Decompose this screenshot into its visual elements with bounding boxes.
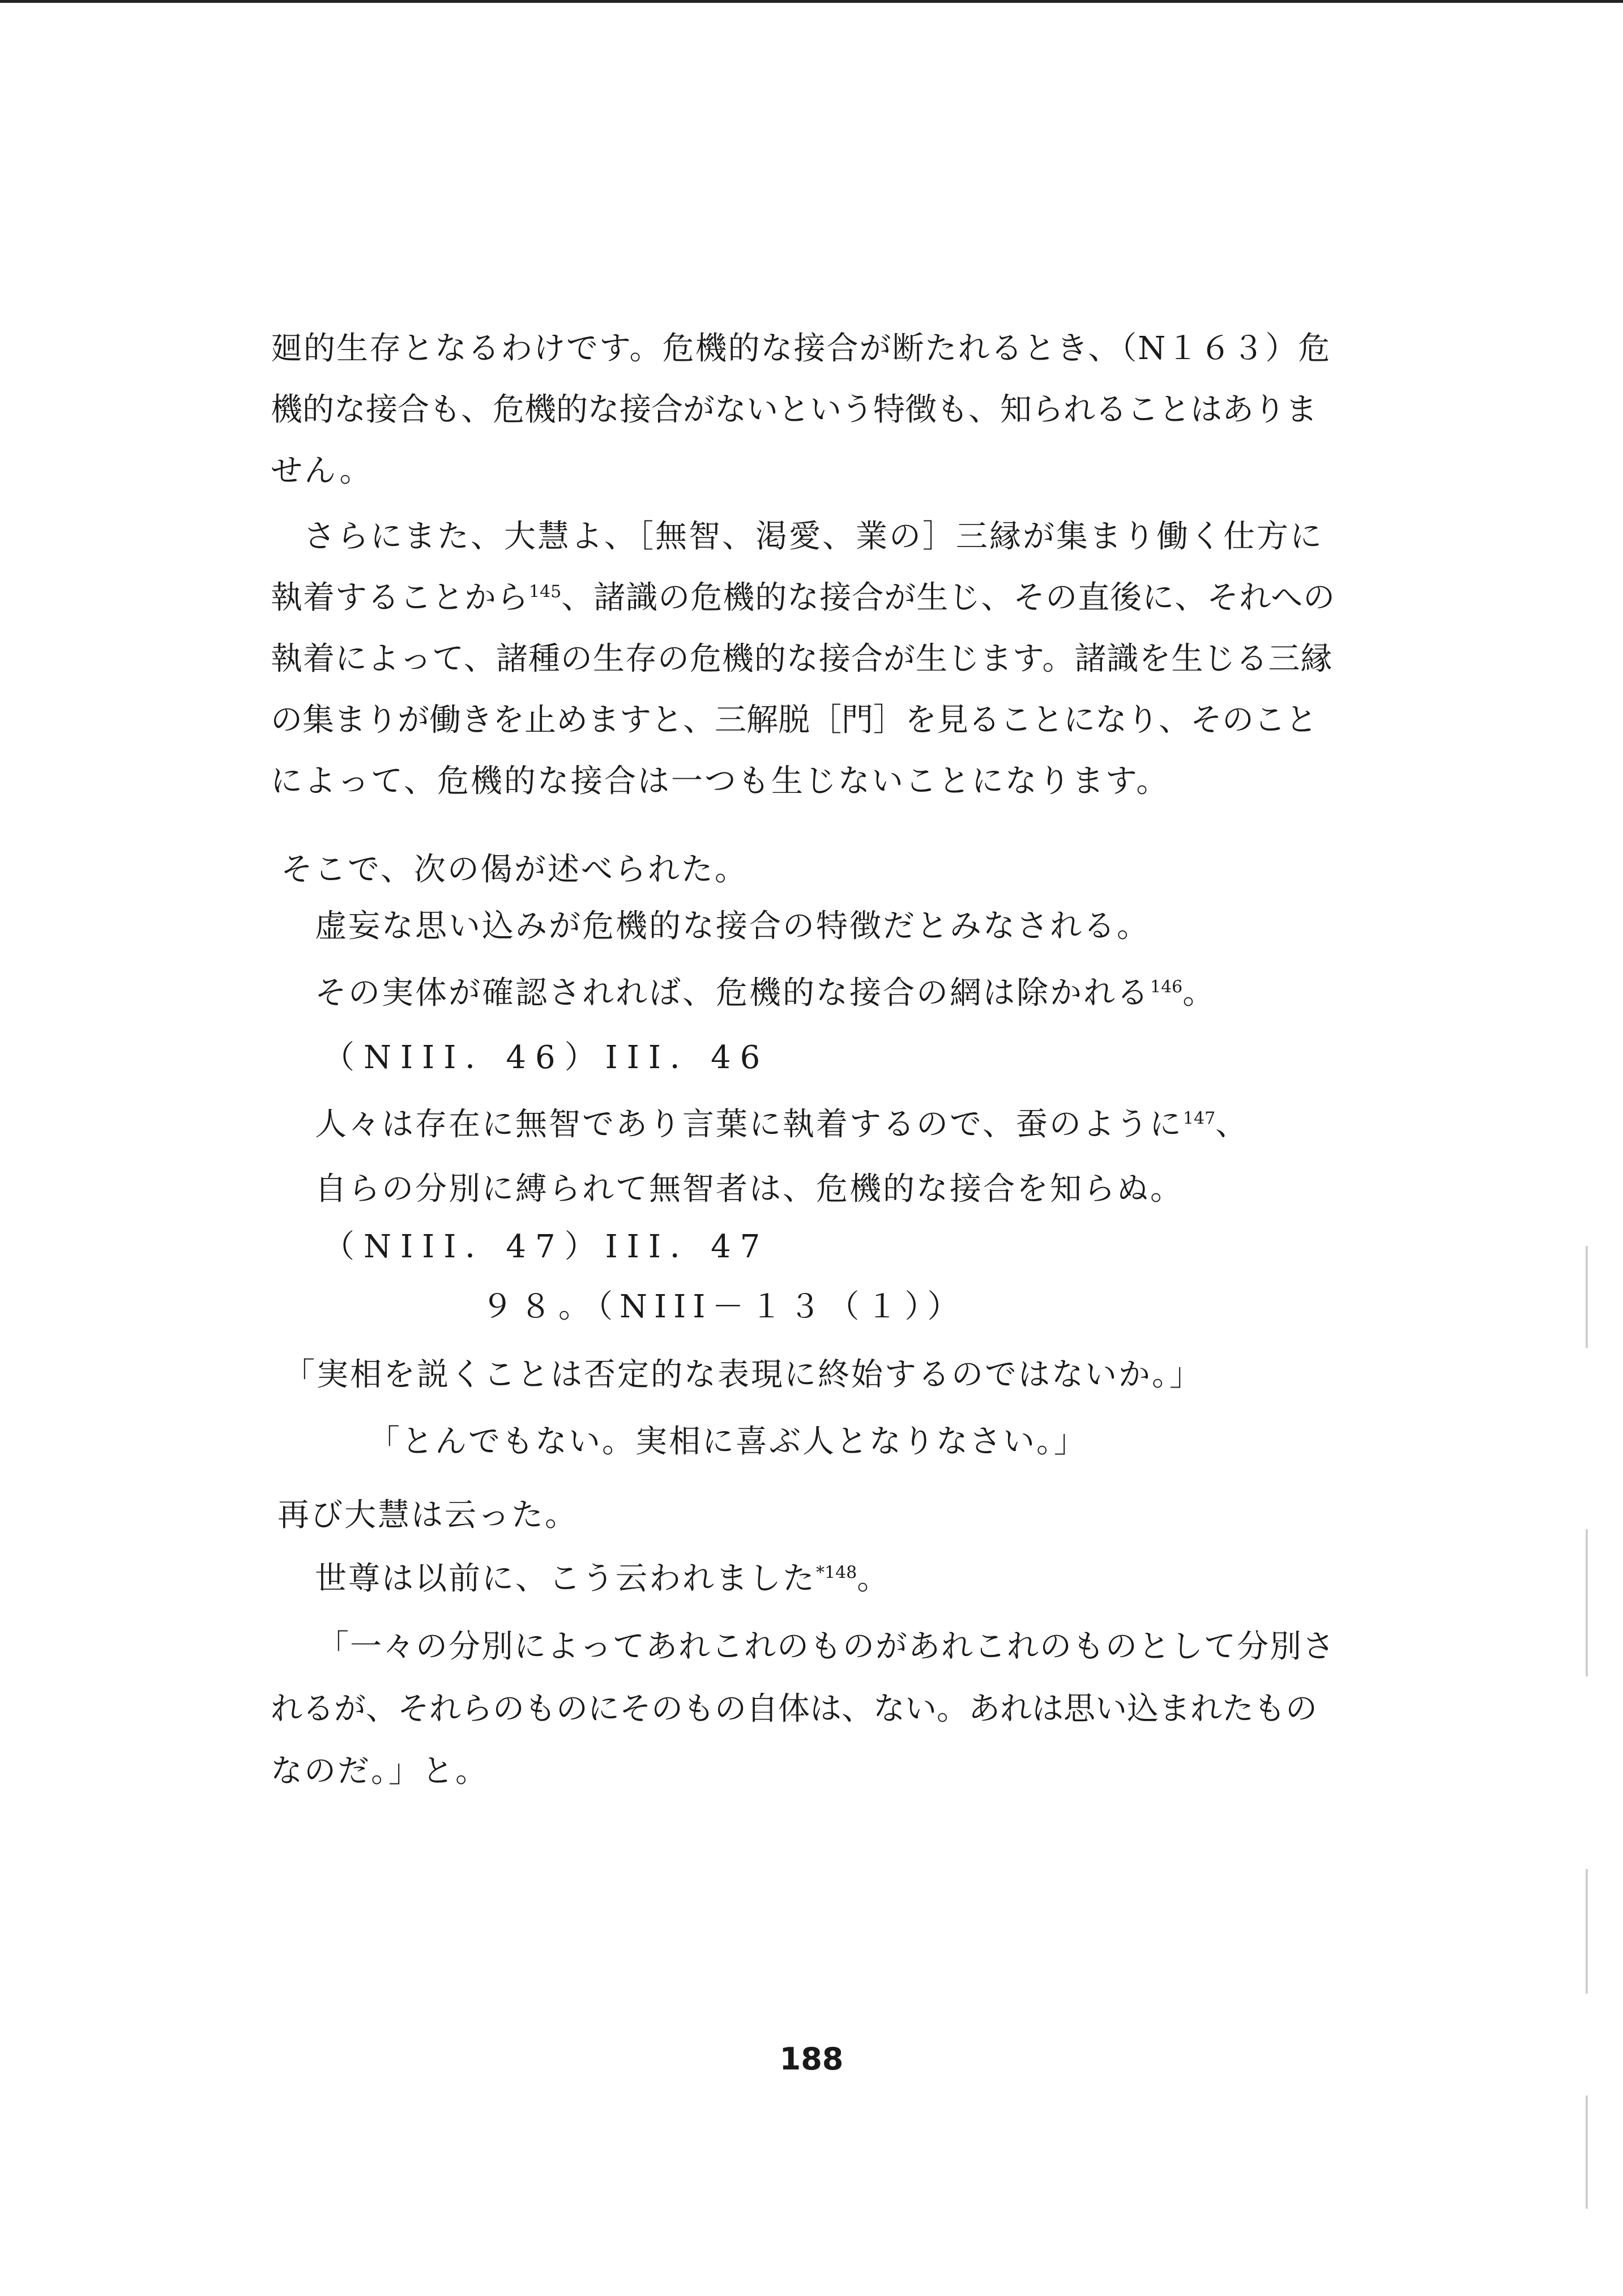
text-line: 「一々の分別によってあれこれのものがあれこれのものとして分別さ (317, 1628, 1335, 1665)
scan-edge-mark (1586, 1869, 1588, 1994)
text-line: れるが、それらのものにそのもの自体は、ない。あれは思い込まれたもの (271, 1691, 1317, 1727)
quote-intro (315, 1559, 890, 1599)
footnote-ref-147: 147 (1182, 1108, 1216, 1129)
text-span: 人々は存在に無智であり言葉に執着するので、蚕のように (315, 1106, 1183, 1143)
verse-line: 虚妄な思い込みが危機的な接合の特徴だとみなされる。 (315, 908, 1150, 945)
scan-edge-mark (1586, 1529, 1588, 1676)
scan-edge-mark (1586, 2096, 1588, 2209)
dialogue-answer: 「とんでもない。実相に喜ぶ人となりなさい。」 (368, 1423, 1087, 1460)
text-line (271, 578, 1335, 618)
text-span: 世尊は以前に、こう云われました (315, 1560, 816, 1597)
text-span: 執着することから (271, 579, 529, 616)
narration-line: 再び大慧は云った。 (277, 1497, 578, 1534)
verse-reference: （NIII．47）III．47 (323, 1228, 770, 1265)
text-line: なのだ。」と。 (271, 1753, 489, 1790)
verse-intro: そこで、次の偈が述べられた。 (281, 851, 748, 888)
text-span: 。 (857, 1560, 891, 1597)
footnote-ref-148: *148 (816, 1563, 857, 1583)
text-line: 廻的生存となるわけです。危機的な接合が断たれるとき、（N１６３）危 (271, 330, 1331, 367)
page-number: 188 (779, 2041, 844, 2077)
text-span: 。 (1182, 975, 1216, 1012)
text-line: の集まりが働きを止めますと、三解脱［門］を見ることになり、そのこと (271, 702, 1317, 739)
text-span: 、 (1215, 1106, 1249, 1143)
section-heading: ９８。（NIII－１３（１）） (481, 1288, 966, 1325)
text-line: 機的な接合も、危機的な接合がないという特徴も、知られることはありま (271, 391, 1317, 428)
dialogue-question: 「実相を説くことは否定的な表現に終始するのではないか。」 (283, 1356, 1203, 1393)
verse-line (315, 1104, 1249, 1145)
text-line: 執着によって、諸種の生存の危機的な接合が生じます。諸識を生じる三縁 (271, 641, 1333, 677)
verse-line: 自らの分別に縛られて無智者は、危機的な接合を知らぬ。 (315, 1171, 1184, 1207)
text-line: によって、危機的な接合は一つも生じないことになります。 (271, 763, 1170, 800)
verse-line (315, 973, 1216, 1014)
verse-reference: （NIII．46）III．46 (323, 1039, 770, 1076)
footnote-ref-145: 145 (529, 582, 562, 602)
top-border-rule (0, 0, 1623, 3)
scan-edge-mark (1586, 1246, 1588, 1348)
text-line: さらにまた、大慧よ、［無智、渇愛、業の］三縁が集まり働く仕方に (304, 518, 1323, 555)
text-span: その実体が確認されれば、危機的な接合の網は除かれる (315, 975, 1150, 1012)
text-span: 、諸識の危機的な接合が生じ、その直後に、それへの (561, 579, 1336, 616)
footnote-ref-146: 146 (1150, 977, 1183, 997)
text-line: せん。 (271, 453, 373, 489)
